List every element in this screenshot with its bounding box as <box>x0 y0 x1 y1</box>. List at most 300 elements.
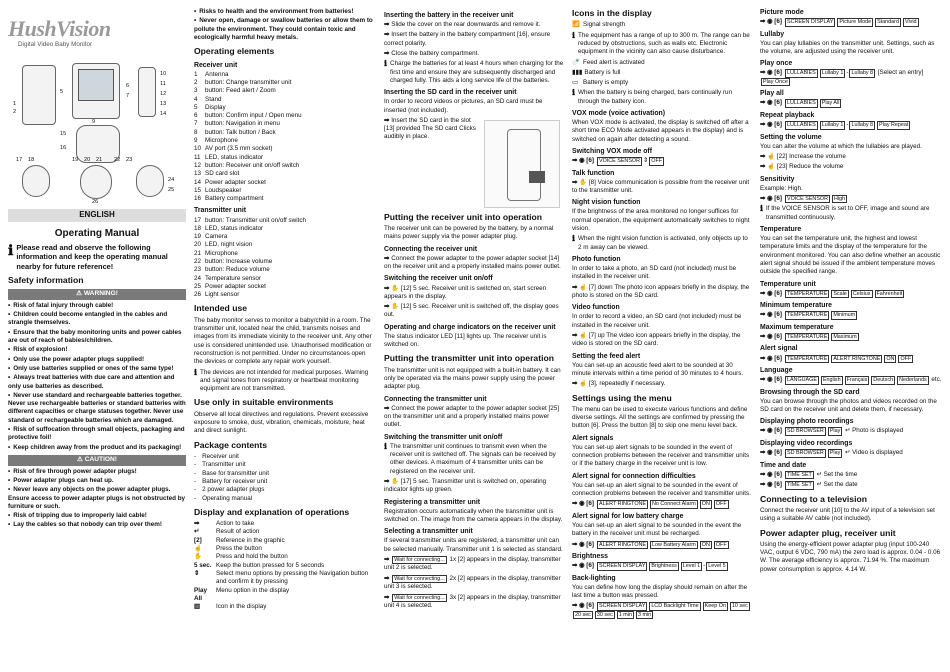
power-text: Using the energy-efficient power adapter plug (input 100-240 VAC, output 6 VDC, 790 mA) the zero load is approx. 0.04 - 0.06 W. The average efficiency is approx. 71.94 %. The maximum power consumption is approx. 4.14 W. <box>760 540 941 573</box>
battery-step: ➡ Close the battery compartment. <box>384 50 480 57</box>
item-number: 9 <box>194 137 198 145</box>
night-text: If the brightness of the area monitored no longer suffices for normal operation, the equipment automatically switches to night vision. <box>572 208 750 233</box>
item-label: Antenna <box>205 70 229 78</box>
battery-step: ➡ Insert the battery in the battery compartment [16], ensure correct polarity. <box>384 31 551 47</box>
item-number: 20 <box>194 241 202 249</box>
tmin-step: ➡ ◉ [6] TEMPERATURE Minimum <box>760 311 856 319</box>
locations-text: Observe all local directives and regulations. Prevent excessive exposure to smoke, dust, vibration, chemicals, moisture, heat and direct sunlight. <box>194 410 369 435</box>
item-number: 2 <box>194 78 198 86</box>
symbol-meaning: Press the button <box>216 545 262 553</box>
list-item <box>194 217 374 225</box>
item-number: 10 <box>194 145 202 153</box>
column-1 <box>8 8 186 668</box>
select-step: ➡ Wait for connecting... 3x [2] appears in the display, transmitter unit 4 is selected. <box>384 593 561 609</box>
list-item: • Always treat batteries with due care and attention and only use batteries as described. <box>8 374 186 391</box>
list-item <box>194 170 374 178</box>
list-item <box>194 79 374 87</box>
list-item <box>194 120 374 128</box>
sens-step: ➡ ◉ [6] VOICE SENSOR High <box>760 194 846 202</box>
list-item: - Base for transmitter unit <box>194 470 374 478</box>
symbol-glyph: ➡ <box>194 520 200 528</box>
list-item <box>194 137 374 145</box>
callout: 23 <box>126 157 133 164</box>
switch-recv-on: ➡ ✋ [12] 5 sec. Receiver unit is switched on, start screen appears in the display. <box>384 284 547 300</box>
dphoto-heading: Displaying photo recordings <box>760 418 854 426</box>
info-icon: ℹ <box>572 234 576 244</box>
list-item <box>194 129 374 137</box>
sens-note: ℹ If the VOICE SENSOR is set to OFF, image and sound are transmitted continuously. <box>760 204 930 221</box>
symbol-meaning: Press and hold the button <box>216 553 288 561</box>
sd-card-illustration <box>484 120 560 208</box>
list-item: - 2 power adapter plugs <box>194 486 374 494</box>
list-item: - Receiver unit <box>194 453 374 461</box>
sd-heading: Inserting the SD card in the receiver unit <box>384 89 517 97</box>
item-number: 22 <box>194 257 202 265</box>
alert-text: You can set-up alert signals to be sounded in the event of connection problems between the receiver and transmitter units or if the battery charge in the receiver unit is low. <box>572 443 750 468</box>
playonce-step: ➡ ◉ [6] LULLABIES Lullaby 1 - Lullaby 8 [Select an entry] Play Once <box>760 69 924 85</box>
register-heading: Registering a transmitter unit <box>384 498 481 506</box>
select-step: ➡ Wait for connecting... 1x [2] appears in the display, transmitter unit 2 is selected. <box>384 555 561 572</box>
item-number: 8 <box>194 128 198 136</box>
list-item <box>194 154 374 162</box>
info-icon: ℹ <box>572 88 576 98</box>
symbol-meaning: Select menu options by pressing the Navigation button and confirm it by pressing <box>216 569 369 586</box>
volume-step: ➡ ☝ [22] Increase the volume <box>760 152 846 160</box>
select-heading: Selecting a transmitter unit <box>384 528 473 536</box>
item-label: LED, night vision <box>205 241 253 249</box>
item-number: 12 <box>194 161 202 169</box>
receiver-front-figure <box>72 63 120 119</box>
item-label: Light sensor <box>205 291 240 299</box>
receiver-side-figure <box>22 65 56 125</box>
list-item <box>194 225 374 233</box>
transmitter-items <box>194 217 374 300</box>
tv-heading: Connecting to a television <box>760 493 867 504</box>
photo-step: ➡ ☝ [7] down The photo icon appears briefly in the display, the photo is stored on the SD card. <box>572 283 750 299</box>
item-label: button: Receiver unit on/off switch <box>205 161 300 169</box>
package-heading: Package contents <box>194 439 268 450</box>
intended-heading: Intended use <box>194 303 248 314</box>
symbol-glyph: ▥ <box>194 603 200 611</box>
feed-step: ➡ ☝ [3], repeatedly if necessary. <box>572 380 666 388</box>
time-step: ➡ ◉ [6] TIME SET ↵ Set the date <box>760 481 858 489</box>
tunit-heading: Temperature unit <box>760 280 816 288</box>
callout: 10 <box>160 71 167 78</box>
lullaby-text: You can play lullabies on the transmitter unit. Settings, such as the volume, are adjusted using the receiver unit. <box>760 39 935 55</box>
icon-row: 📶 Signal strength <box>572 21 626 29</box>
list-item <box>194 96 374 104</box>
item-number: 19 <box>194 233 202 241</box>
item-number: 11 <box>194 153 201 161</box>
callout: 22 <box>114 157 121 164</box>
tx-op-text: The transmitter unit is not equipped with a built-in battery. It can only be operated via the mains power supply using the power adapter plug. <box>384 366 561 391</box>
volume-text: You can alter the volume at which the lullabies are played. <box>760 142 922 150</box>
item-number: 26 <box>194 291 202 299</box>
list-item <box>194 179 374 187</box>
lowbat-heading: Alert signal for low battery charge <box>572 512 684 520</box>
charge-heading: Operating and charge indicators on the receiver unit <box>384 323 556 331</box>
tunit-step: ➡ ◉ [6] TEMPERATURE Scale Celsius Fahrenheit <box>760 289 903 297</box>
icon-row: ▭ Battery is empty <box>572 79 629 87</box>
item-label: button: Transmitter unit on/off switch <box>205 216 307 224</box>
battery-step: ➡ Slide the cover on the rear downwards and remove it. <box>384 21 541 29</box>
package-list <box>194 453 374 503</box>
list-item <box>194 145 374 153</box>
callout: 14 <box>160 111 167 118</box>
safety-heading: Safety information <box>8 274 84 285</box>
brand-tagline: Digital Video Baby Monitor <box>18 41 93 49</box>
switch-recv-heading: Switching the receiver unit on/off <box>384 275 493 283</box>
item-label: Display <box>205 103 226 111</box>
list-item <box>194 195 374 203</box>
tx-op-heading: Putting the transmitter unit into operation <box>384 353 554 364</box>
talk-text: ➡ ✋ [8] Voice communication is possible from the receiver unit to the transmitter unit. <box>572 178 750 195</box>
device-figures <box>8 53 186 206</box>
list-item: - Transmitter unit <box>194 461 374 469</box>
item-label: button: Increase volume <box>205 257 273 265</box>
callout: 7 <box>126 93 130 100</box>
connect-tx-step: ➡ Connect the power adapter to the power adapter socket [25] on the transmitter unit and a properly installed mains power outlet. <box>384 404 559 429</box>
item-label: Power adapter socket <box>205 282 266 290</box>
warning-list <box>8 302 186 452</box>
feed-text: You can set-up an acoustic feed alert to be sounded at 30 minute intervals within a time period of 30 minutes to 4 hours. <box>572 361 744 377</box>
sens-example: Example: High. <box>760 184 803 192</box>
item-label: Power adapter socket <box>205 178 266 186</box>
recv-op-text: The receiver unit can be powered by the battery, by a normal mains power supply via the power adapter plug. <box>384 225 554 241</box>
callout: 13 <box>160 101 167 108</box>
repeat-step: ➡ ◉ [6] LULLABIES Lullaby 1 - Lullaby 8 Play Repeat <box>760 121 909 129</box>
callout: 1 <box>13 101 17 108</box>
backlight-text: You can define how long the display should remain on after the last time a button was pressed. <box>572 583 748 600</box>
symbol-meaning: Icon in the display <box>216 603 267 611</box>
list-item <box>194 187 374 195</box>
callout: 20 <box>84 157 91 164</box>
time-heading: Time and date <box>760 461 807 469</box>
item-label: Loudspeaker <box>205 186 242 194</box>
symbol-meaning: Action to take <box>216 520 255 528</box>
item-number: 21 <box>194 249 202 257</box>
vox-off-step: ➡ ◉ [6] VOICE SENSOR ⇕ OFF <box>572 157 663 165</box>
item-number: 15 <box>194 186 202 194</box>
list-item: • Only use the power adapter plugs supplied! <box>8 356 186 364</box>
item-label: button: Confirm input / Open menu <box>205 112 302 120</box>
info-icon: ℹ <box>194 367 198 377</box>
playonce-heading: Play once <box>760 60 793 68</box>
backlight-step: ➡ ◉ [6] SCREEN DISPLAY LCD Backlight Time Keep On 10 sec20 sec 30 sec 1 min 3 min <box>572 602 748 618</box>
battery-heading: Inserting the battery in the receiver unit <box>384 12 514 19</box>
item-label: LED, status indicator <box>205 224 264 232</box>
callout: 19 <box>72 157 79 164</box>
switch-tx-on: ➡ ✋ [17] 5 sec. Transmitter unit is switched on, operating indicator lights up green. <box>384 477 547 494</box>
receiver-heading: Receiver unit <box>194 61 238 69</box>
temp-text: You can set the temperature unit, the highest and lowest temperature limits and the display of the temperature for the environment monitored. You can also define whether an acoustic alert signal should be issued if the ambient temperature moves outside the specified range. <box>760 235 941 276</box>
photo-text: In order to take a photo, an SD card (not included) must be installed in the receiver unit. <box>572 265 737 281</box>
volume-heading: Setting the volume <box>760 133 822 141</box>
list-item <box>194 250 374 258</box>
video-heading: Video function <box>572 304 620 312</box>
switch-tx-note: ℹ The transmitter unit continues to transmit even when the receiver unit is switched off. The signals can be received by other devices. A maximum of 4 transmitter units can be registered on the receiver unit. <box>384 441 556 475</box>
connect-recv-heading: Connecting the receiver unit <box>384 245 478 253</box>
power-heading: Power adapter plug, receiver unit <box>760 527 896 538</box>
list-item: • Risk of fatal injury through cable! <box>8 302 186 310</box>
symbol-glyph: ↵ <box>194 528 200 536</box>
symbol-glyph: ✋ <box>194 553 202 561</box>
language-band: ENGLISH <box>8 209 186 222</box>
item-number: 24 <box>194 274 202 282</box>
connect-recv-step: ➡ Connect the power adapter to the power adapter socket [14] on the receiver unit and a properly installed mains power outlet. <box>384 254 561 271</box>
select-step: ➡ Wait for connecting... 2x [2] appears in the display, transmitter unit 3 is selected. <box>384 574 561 591</box>
recv-op-heading: Putting the receiver unit into operation <box>384 211 543 222</box>
alert-heading: Alert signals <box>572 434 614 442</box>
item-label: Camera <box>205 233 228 241</box>
sd-text: In order to record videos or pictures, an SD card must be inserted (not included). <box>384 98 543 114</box>
list-item: • Risk of fire through power adapter plugs! <box>8 468 186 476</box>
receiver-rear-figure <box>138 67 156 117</box>
lang-heading: Language <box>760 367 793 375</box>
list-item <box>194 275 374 283</box>
item-label: SD card slot <box>205 170 240 178</box>
camera-side-figure <box>22 165 50 197</box>
item-label: button: Navigation in menu <box>205 120 280 128</box>
locations-heading: Use only in suitable environments <box>194 397 334 408</box>
symbol-meaning: Menu option in the display <box>216 586 290 594</box>
list-item: • Power adapter plugs can heat up. <box>8 477 186 485</box>
camera-front-figure <box>80 165 112 199</box>
talk-heading: Talk function <box>572 169 615 177</box>
column-3 <box>384 8 566 668</box>
register-text: Registration occurs automatically when the transmitter unit is switched on. The image from the camera appears in the display. <box>384 507 563 523</box>
item-number: 4 <box>194 95 198 103</box>
picture-step: ➡ ◉ [6] SCREEN DISPLAY Picture Mode Standard Vivid <box>760 18 917 26</box>
playall-step: ➡ ◉ [6] LULLABIES Play All <box>760 99 840 107</box>
lowbat-text: You can set-up an alert signal to be sounded in the event the battery in the receiver unit must be recharged. <box>572 522 742 538</box>
list-item: • Only use batteries supplied or ones of the same type! <box>8 365 186 373</box>
lullaby-heading: Lullaby <box>760 30 785 38</box>
brand-logo: HushVision <box>8 16 111 41</box>
tmax-step: ➡ ◉ [6] TEMPERATURE Maximum <box>760 332 857 340</box>
list-item: • Risk of suffocation through small objects, packaging and protective foil! <box>8 426 186 443</box>
playall-heading: Play all <box>760 90 784 98</box>
symbol-glyph: ☝ <box>194 545 202 553</box>
caution-list <box>8 468 186 530</box>
item-label: button: Change transmitter unit <box>205 78 292 86</box>
tv-text: Connect the receiver unit [10] to the AV input of a television set using a suitable AV cable (not included). <box>760 506 935 523</box>
charge-text: The status indicator LED [11] lights up. The receiver unit is switched on. <box>384 332 547 349</box>
symbol-glyph: [2] <box>194 536 202 544</box>
list-item <box>194 87 374 95</box>
info-icon: ℹ <box>384 441 388 451</box>
callout: 9 <box>92 119 96 126</box>
item-label: Microphone <box>205 249 238 257</box>
switch-recv-off: ➡ ✋ [12] 5 sec. Receiver unit is switched off, the display goes out. <box>384 303 559 319</box>
list-item <box>194 162 374 170</box>
list-item <box>194 266 374 274</box>
volume-step: ➡ ☝ [23] Reduce the volume <box>760 163 844 171</box>
list-item <box>194 291 374 299</box>
intro-note: ℹ Please read and observe the following information and keep the operating manual nearby for future reference! <box>8 242 168 271</box>
list-item: • Risk of tripping due to improperly laid cable! <box>8 512 186 520</box>
symbol-meaning: Reference in the graphic <box>216 536 285 544</box>
list-item: • Never leave any objects on the power adapter plugs. Ensure access to power adapter plugs is not obstructed by furniture or such. <box>8 486 186 511</box>
list-item: - Operating manual <box>194 495 374 503</box>
callout: 24 <box>168 177 175 184</box>
settings-text: The menu can be used to execute various functions and define diverse settings. All the settings are confirmed by pressing the button [6]. Press the button [8] to skip one menu level back. <box>572 405 748 430</box>
callout: 17 <box>16 157 23 164</box>
symbol-meaning: Result of action <box>216 528 260 536</box>
camera-rear-figure <box>136 165 164 197</box>
conn-step: ➡ ◉ [6] ALERT RINGTONE No Connect Alarm ON OFF <box>572 500 727 508</box>
item-number: 17 <box>194 216 202 224</box>
list-item <box>194 233 374 241</box>
bright-step: ➡ ◉ [6] SCREEN DISPLAY Brightness Level 1 - Level 5 <box>572 562 726 570</box>
callout: 16 <box>60 145 67 152</box>
transmitter-heading: Transmitter unit <box>194 207 247 215</box>
callout: 2 <box>13 109 17 116</box>
item-label: LED, status indicator <box>205 153 264 161</box>
callout: 25 <box>168 187 175 194</box>
item-number: 3 <box>194 87 198 95</box>
bright-heading: Brightness <box>572 553 608 561</box>
callout: 6 <box>126 83 130 90</box>
item-number: 23 <box>194 266 202 274</box>
callout: 5 <box>60 89 64 96</box>
symbol-glyph: 5 sec. <box>194 561 212 569</box>
item-label: AV port (3.5 mm socket) <box>205 145 273 153</box>
icon-row: 🍼 Feed alert is activated <box>572 58 645 66</box>
photo-heading: Photo function <box>572 255 621 263</box>
callout: 26 <box>92 199 99 206</box>
list-item <box>194 283 374 291</box>
vox-text: When VOX mode is activated, the display is switched off after a short time ECO Mode activated appears in the display) and is switched on again after detecting a sound. <box>572 119 749 143</box>
info-icon: ℹ <box>572 30 576 40</box>
list-item: • Never open, damage or swallow batteries or allow them to pollute the environment. They could contain toxic and ecologically harmful heavy metals. <box>194 17 374 42</box>
icon-row: ℹ The equipment has a range of up to 300 m. The range can be reduced by obstructions, such as walls etc. Electronic equipment in the vicinity can also cause disturbance. <box>572 30 750 56</box>
vox-off-heading: Switching VOX mode off <box>572 148 653 156</box>
signal-icon: 📶 <box>572 21 580 29</box>
battery-full-icon: ▮▮▮ <box>572 68 583 76</box>
night-note: ℹ When the night vision function is activated, only objects up to 2 m away can be viewed. <box>572 234 748 251</box>
item-number: 16 <box>194 195 202 203</box>
sens-heading: Sensitivity <box>760 175 795 183</box>
select-text: If several transmitter units are registered, a transmitter unit can be selected manually. Transmitter unit 1 is selected as standard. <box>384 537 563 553</box>
conn-text: You can set-up an alert signal to be sounded in the event of connection problems between the receiver and transmitter units. <box>572 481 751 498</box>
list-item: • Ensure that the baby monitoring units and power cables are out of reach of babies/children. <box>8 329 186 346</box>
dvideo-heading: Displaying video recordings <box>760 439 853 447</box>
icons-heading: Icons in the display <box>572 8 652 18</box>
list-item <box>194 241 374 249</box>
sd-step: ➡ Insert the SD card in the slot [13] provided The SD card Clicks audibly in place. <box>384 116 476 141</box>
switch-tx-heading: Switching the transmitter unit on/off <box>384 433 503 441</box>
item-label: Battery compartment <box>205 195 264 203</box>
environment-warning <box>194 8 374 42</box>
receiver-items <box>194 71 374 204</box>
lang-step: ➡ ◉ [6] LANGUAGE English Français Deutsch Nederlands etc. <box>760 376 942 384</box>
list-item <box>194 71 374 79</box>
warning-bar: ⚠ WARNING! <box>8 289 186 300</box>
list-item <box>194 258 374 266</box>
callout: 21 <box>96 157 103 164</box>
symbol-legend <box>194 520 374 611</box>
display-heading: Display and explanation of operations <box>194 506 350 517</box>
intended-note: ℹ The devices are not intended for medical purposes. Warning and signal tones from respiratory or heartbeat monitoring equipment are not transmitted. <box>194 367 369 393</box>
item-label: Microphone <box>205 137 238 145</box>
manual-book-icon: ℹ <box>8 242 14 259</box>
item-number: 5 <box>194 103 198 111</box>
settings-heading: Settings using the menu <box>572 392 672 403</box>
battery-note: ℹ Charge the batteries for at least 4 hours when charging for the first time and ensure they are subsequently discharged and charged fully. This aids a long service life of the batteries. <box>384 59 564 84</box>
callout: 11 <box>160 81 166 88</box>
dvideo-step: ➡ ◉ [6] SD BROWSER Play ↵ Video is displayed <box>760 449 903 457</box>
vox-heading: VOX mode (voice activation) <box>572 110 666 118</box>
talert-heading: Alert signal <box>760 345 798 353</box>
list-item: - Battery for receiver unit <box>194 478 374 486</box>
battery-empty-icon: ▭ <box>572 79 578 87</box>
item-number: 7 <box>194 120 198 128</box>
info-icon: ℹ <box>384 59 388 69</box>
item-number: 18 <box>194 224 202 232</box>
icon-row: ▮▮▮ Battery is full <box>572 68 621 76</box>
dphoto-step: ➡ ◉ [6] SD BROWSER Play ↵ Photo is displayed <box>760 427 904 435</box>
item-number: 25 <box>194 282 202 290</box>
conn-heading: Alert signal for connection difficulties <box>572 472 696 480</box>
symbol-meaning: Keep the button pressed for 5 seconds <box>216 561 325 569</box>
intended-text: The baby monitor serves to monitor a baby/child in a room. The transmitter unit, located near the child, transmits noises and images from its immediate vicinity to the receiver unit. Any other use is considered unintended use. Unauthorised modification or reconstruction is not permitted. Under no circumstances open the devices or complete any repair work yourself. <box>194 316 372 366</box>
item-label: Stand <box>205 95 222 103</box>
operating-heading: Operating elements <box>194 46 275 57</box>
time-step: ➡ ◉ [6] TIME SET ↵ Set the time <box>760 470 858 478</box>
symbol-glyph: Play All <box>194 586 207 602</box>
item-number: 14 <box>194 178 202 186</box>
item-label: Temperature sensor <box>205 274 261 282</box>
item-number: 13 <box>194 170 202 178</box>
list-item <box>194 112 374 120</box>
list-item: • Children could become entangled in the cables and strangle themselves. <box>8 311 186 328</box>
list-item: • Lay the cables so that nobody can trip over them! <box>8 521 186 529</box>
list-item <box>194 104 374 112</box>
tmax-heading: Maximum temperature <box>760 323 834 331</box>
lowbat-step: ➡ ◉ [6] ALERT RINGTONE Low Battery Alarm ON OFF <box>572 540 727 548</box>
picture-heading: Picture mode <box>760 9 804 16</box>
callout: 18 <box>28 157 35 164</box>
browse-text: You can browse through the photos and videos recorded on the SD card on the receiver unit and delete them, if necessary. <box>760 397 937 414</box>
video-step: ➡ ☝ [7] up The video icon appears briefly in the display, the video is stored on the SD card. <box>572 331 741 348</box>
symbol-glyph: ⇕ <box>194 569 200 577</box>
list-item: • Risks to health and the environment from batteries! <box>194 8 374 16</box>
night-heading: Night vision function <box>572 199 641 207</box>
item-number: 1 <box>194 70 198 78</box>
column-5 <box>760 8 944 668</box>
talert-step: ➡ ◉ [6] TEMPERATURE ALERT RINGTONE ON OFF <box>760 354 912 362</box>
item-label: button: Reduce volume <box>205 266 270 274</box>
charging-note: ℹ When the battery is being charged, bars continually run through the battery icon. <box>572 88 733 105</box>
column-2 <box>194 8 374 668</box>
callout: 15 <box>60 131 67 138</box>
feed-alert-icon: 🍼 <box>572 58 580 66</box>
tmin-heading: Minimum temperature <box>760 302 832 310</box>
manual-title: Operating Manual <box>54 227 140 239</box>
callout: 12 <box>160 91 167 98</box>
browse-heading: Browsing through the SD card <box>760 388 860 396</box>
item-label: button: Talk button / Back <box>205 128 276 136</box>
list-item: • Never use standard and rechargeable batteries together. Never use rechargeable batteries or standard batteries with different capacities or charge statuses together. Never use standard or rechargeable batteries which are damaged. <box>8 392 186 425</box>
caution-bar: ⚠ CAUTION! <box>8 455 186 466</box>
list-item: • Risk of explosion! <box>8 346 186 354</box>
connect-tx-heading: Connecting the transmitter unit <box>384 395 487 403</box>
list-item: • Keep children away from the product and its packaging! <box>8 444 186 452</box>
video-text: In order to record a video, an SD card (not included) must be installed in the receiver unit. <box>572 313 742 329</box>
item-number: 6 <box>194 112 198 120</box>
item-label: button: Feed alert / Zoom <box>205 87 276 95</box>
